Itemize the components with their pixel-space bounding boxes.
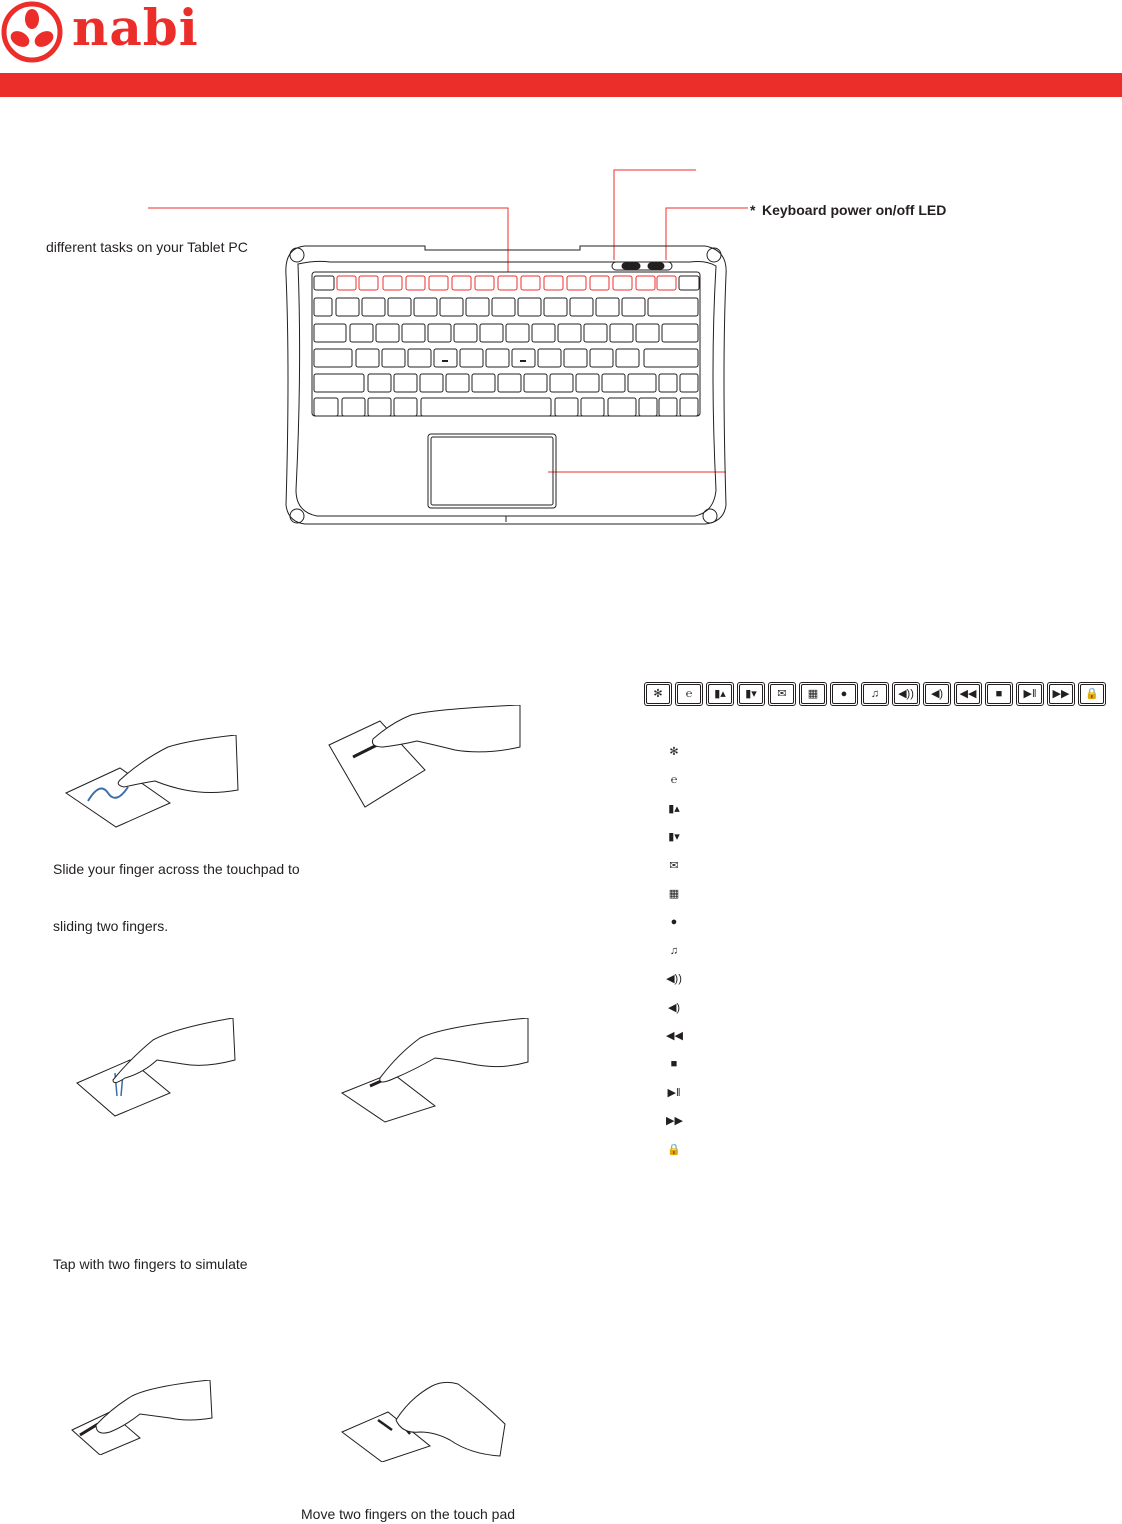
browser-icon: ℮ bbox=[670, 774, 678, 787]
music-icon: ♫ bbox=[863, 684, 887, 704]
caption-slide: Slide your finger across the touchpad to bbox=[53, 861, 300, 877]
volume-up-icon: ◀)) bbox=[894, 684, 918, 704]
brand-name: nabi bbox=[72, 0, 199, 57]
caption-move: Move two fingers on the touch pad bbox=[301, 1506, 516, 1522]
brightness-down-icon: ▮▾ bbox=[739, 684, 763, 704]
gesture-swipe-two-fingers bbox=[340, 1018, 530, 1123]
caption-tap: Tap with two fingers to simulate bbox=[53, 1256, 248, 1272]
nabi-logo bbox=[0, 0, 64, 64]
gesture-scroll-two-fingers bbox=[325, 705, 525, 810]
gesture-right-click bbox=[70, 1380, 220, 1455]
next-track-icon: ▶▶ bbox=[666, 1115, 683, 1128]
gesture-tap-two-fingers bbox=[75, 1018, 250, 1118]
volume-down-icon: ◀) bbox=[667, 1001, 681, 1014]
volume-up-icon: ◀)) bbox=[666, 973, 682, 986]
caption-sliding: sliding two fingers. bbox=[53, 918, 169, 934]
play-pause-icon: ▶ǁ bbox=[667, 1086, 681, 1099]
stop-icon: ■ bbox=[987, 684, 1011, 704]
header-bar bbox=[0, 73, 1122, 97]
brightness-up-icon: ▮▴ bbox=[708, 684, 732, 704]
mail-icon: ✉ bbox=[669, 859, 679, 872]
calculator-icon: ▦ bbox=[801, 684, 825, 704]
caption-tasks: different tasks on your Tablet PC bbox=[46, 239, 248, 255]
brightness-down-icon: ▮▾ bbox=[668, 831, 680, 844]
gesture-pinch-zoom bbox=[340, 1380, 515, 1462]
gesture-slide-one-finger bbox=[60, 735, 250, 830]
calculator-icon: ▦ bbox=[668, 888, 680, 900]
play-pause-icon: ▶ǁ bbox=[1018, 684, 1042, 704]
volume-down-icon: ◀) bbox=[925, 684, 949, 704]
caption-led: Keyboard power on/off LED bbox=[762, 202, 947, 218]
contacts-icon: ● bbox=[670, 916, 678, 929]
previous-track-icon: ◀◀ bbox=[666, 1030, 683, 1042]
contacts-icon: ● bbox=[832, 684, 856, 704]
stop-icon: ■ bbox=[670, 1058, 678, 1071]
next-track-icon: ▶▶ bbox=[1049, 684, 1073, 704]
caption-led-star: * bbox=[750, 202, 756, 218]
browser-icon: ℮ bbox=[677, 684, 701, 704]
mail-icon: ✉ bbox=[770, 684, 794, 704]
lock-icon: 🔒 bbox=[667, 1143, 681, 1156]
brightness-up-icon: ▮▴ bbox=[668, 802, 680, 815]
lock-icon: 🔒 bbox=[1080, 684, 1104, 704]
fan-icon: ✻ bbox=[646, 684, 670, 704]
previous-track-icon: ◀◀ bbox=[956, 684, 980, 704]
music-icon: ♫ bbox=[669, 944, 679, 957]
function-key-strip bbox=[640, 684, 1100, 708]
keyboard-illustration bbox=[0, 150, 1122, 550]
fan-icon: ✻ bbox=[669, 746, 679, 758]
